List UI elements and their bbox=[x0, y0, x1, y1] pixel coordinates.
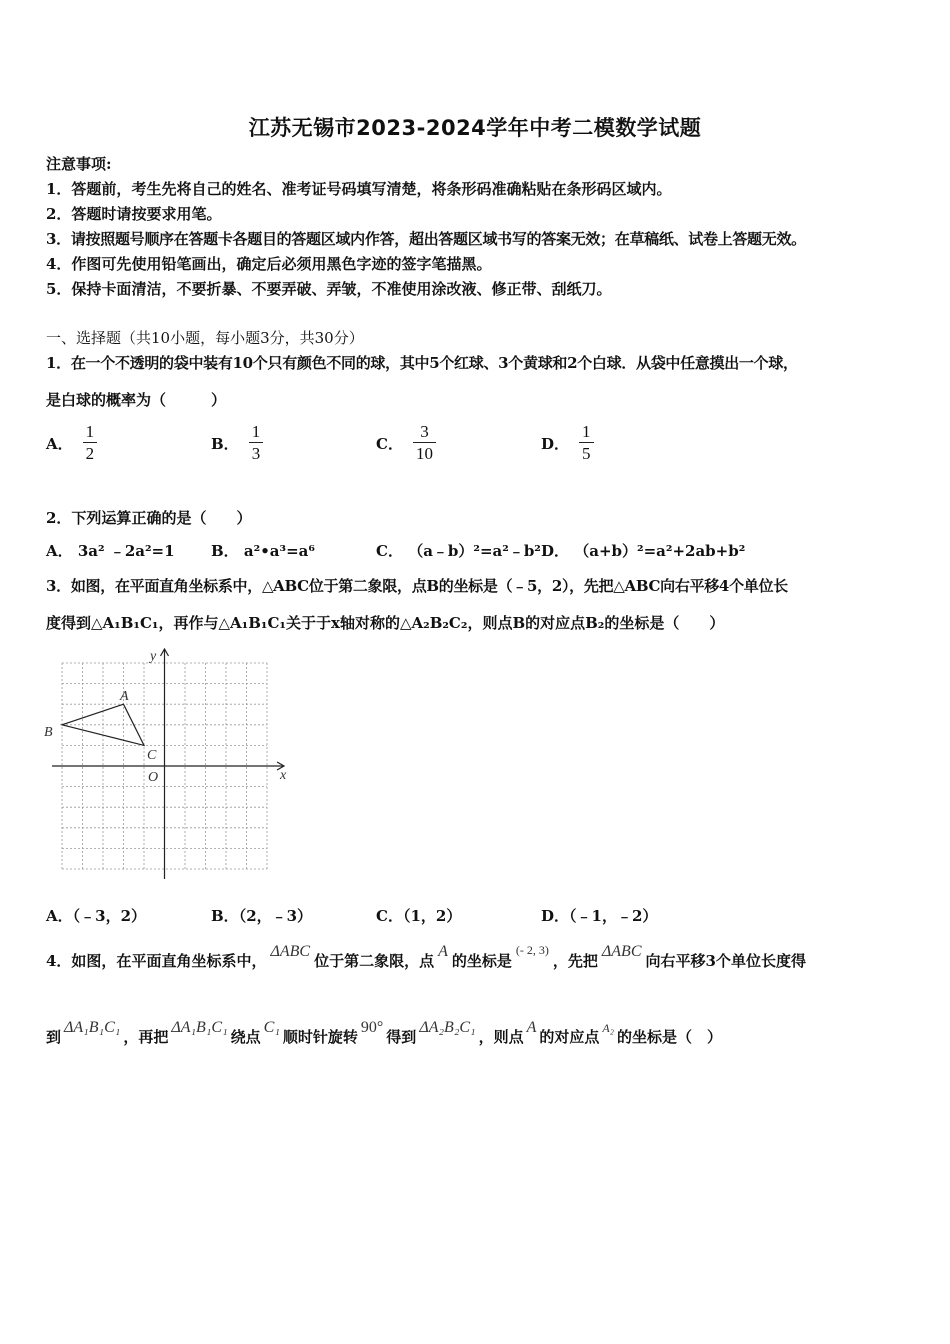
fraction: $\frac{1}{5}$ bbox=[579, 422, 594, 465]
q1-stem-line1: 1．在一个不透明的袋中装有10个只有颜色不同的球，其中5个红球、3个黄球和2个白球．从袋中任意摸出一个球， bbox=[46, 354, 798, 372]
axis-label-y: y bbox=[150, 649, 157, 664]
page-title: 江苏无锡市2023-2024学年中考二模数学试题 bbox=[248, 116, 702, 140]
point-label-a: A bbox=[120, 689, 129, 704]
q3-stem-line1: 3．如图，在平面直角坐标系中，△ABC位于第二象限，点B的坐标是（﹣5，2），先把△ABC向右平移4个单位长 bbox=[46, 577, 788, 595]
math-point-c1: C₁ bbox=[263, 1019, 280, 1036]
fraction: $\frac{1}{2}$ bbox=[83, 422, 98, 465]
q3-option-a: A．（﹣3，2） bbox=[46, 907, 147, 925]
math-point-a: A bbox=[526, 1019, 537, 1036]
origin-label: O bbox=[148, 770, 159, 785]
q2-option-c: C． （a﹣b）²=a²﹣b² bbox=[376, 542, 541, 560]
math-triangle-a2b2c1: ΔA₂B₂C₁ bbox=[419, 1019, 476, 1036]
notice-item-4: 4．作图可先使用铅笔画出，确定后必须用黑色字迹的签字笔描黑。 bbox=[46, 255, 492, 273]
q4-stem-line1: 4．如图，在平面直角坐标系中，ΔABC位于第二象限，点A的坐标是$^{(- 2, 3)}$，先把ΔABC向右平移3个单位长度得 bbox=[46, 943, 806, 970]
math-triangle-abc: ΔABC bbox=[270, 943, 311, 960]
q1-option-d: D． $\frac{1}{5}$ bbox=[541, 422, 594, 465]
q2-option-b: B． a²•a³=a⁶ bbox=[211, 542, 315, 560]
math-point-a: A bbox=[438, 943, 448, 960]
math-angle: 90° bbox=[360, 1019, 384, 1036]
point-label-b: B bbox=[44, 725, 53, 740]
math-coordinate: (- 2, 3) bbox=[515, 943, 549, 957]
math-triangle-a1b1c1: ΔA₁B₁C₁ bbox=[171, 1019, 228, 1036]
q1-option-c: C． $\frac{3}{10}$ bbox=[376, 422, 436, 465]
q3-stem-line2: 度得到△A₁B₁C₁，再作与△A₁B₁C₁关于于x轴对称的△A₂B₂C₂，则点B的对应点B₂的坐标是（ ） bbox=[46, 614, 725, 632]
q1-option-b: B． $\frac{1}{3}$ bbox=[211, 422, 263, 465]
q3-option-d: D．（﹣1，﹣2） bbox=[541, 907, 658, 925]
notice-heading: 注意事项: bbox=[46, 155, 112, 173]
math-triangle-a1b1c1: ΔA₁B₁C₁ bbox=[64, 1019, 121, 1036]
fraction: $\frac{1}{3}$ bbox=[249, 422, 264, 465]
fraction: $\frac{3}{10}$ bbox=[413, 422, 436, 465]
point-label-c: C bbox=[147, 748, 157, 763]
q2-option-a: A． 3a² ﹣2a²=1 bbox=[46, 542, 175, 560]
q1-stem-line2: 是白球的概率为（ ） bbox=[46, 391, 227, 409]
math-point-a2: A₂ bbox=[602, 1021, 614, 1035]
q3-option-c: C．（1，2） bbox=[376, 907, 462, 925]
q2-stem: 2．下列运算正确的是（ ） bbox=[46, 509, 252, 527]
q1-option-a: A． $\frac{1}{2}$ bbox=[46, 422, 97, 465]
q4-stem-line2: 到ΔA₁B₁C₁，再把ΔA₁B₁C₁绕点C₁顺时针旋转90°得到ΔA₂B₂C₁，则点A的对应点 $^{A_2}$ 的坐标是（ ） bbox=[46, 1019, 722, 1046]
notice-item-2: 2．答题时请按要求用笔。 bbox=[46, 205, 222, 223]
q3-coordinate-figure bbox=[40, 645, 300, 885]
notice-item-3: 3．请按照题号顺序在答题卡各题目的答题区域内作答，超出答题区域书写的答案无效；在草稿纸、试卷上答题无效。 bbox=[46, 230, 806, 248]
notice-item-1: 1．答题前，考生先将自己的姓名、准考证号码填写清楚，将条形码准确粘贴在条形码区域内。 bbox=[46, 180, 672, 198]
notice-item-5: 5．保持卡面清洁，不要折暴、不要弄破、弄皱，不准使用涂改液、修正带、刮纸刀。 bbox=[46, 280, 612, 298]
section-heading: 一、选择题（共10小题，每小题3分，共30分） bbox=[46, 329, 364, 347]
axis-label-x: x bbox=[280, 768, 287, 783]
math-triangle-abc: ΔABC bbox=[601, 943, 642, 960]
q2-option-d: D． （a+b）²=a²+2ab+b² bbox=[541, 542, 746, 560]
q3-option-b: B．（2，﹣3） bbox=[211, 907, 313, 925]
